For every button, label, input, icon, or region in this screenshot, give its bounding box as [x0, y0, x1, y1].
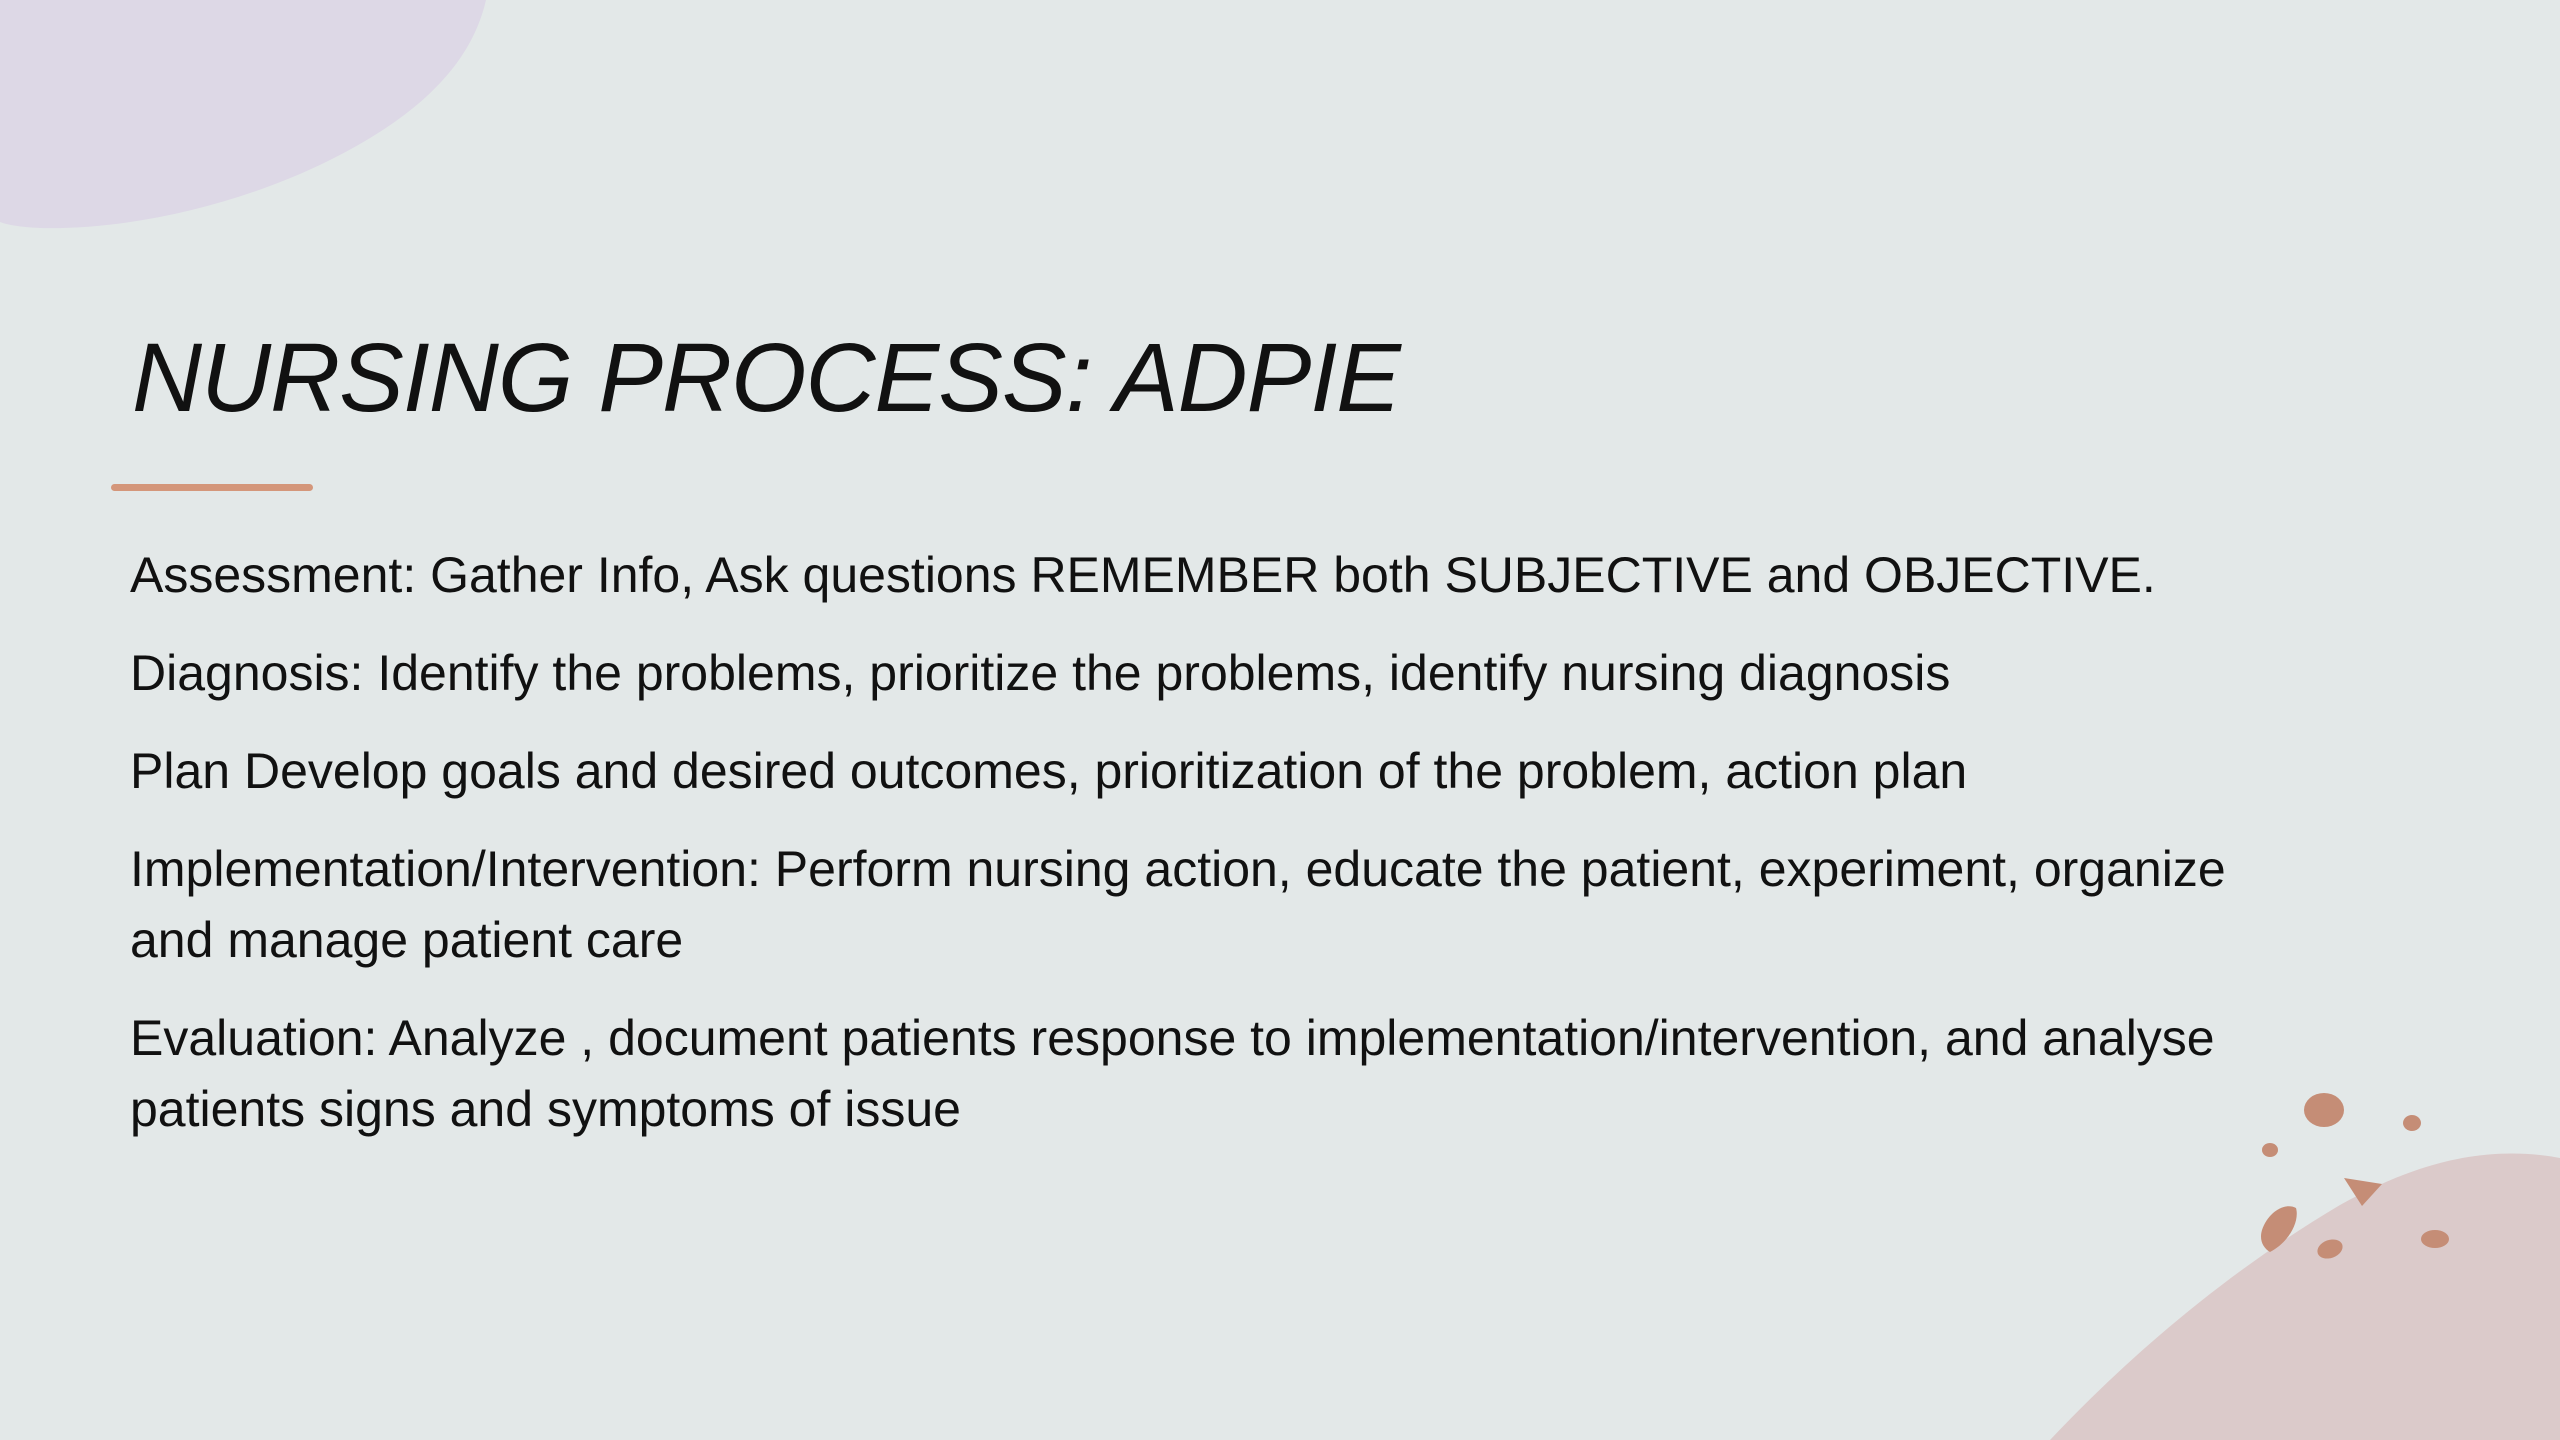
list-item-diagnosis: Diagnosis: Identify the problems, prioritize the problems, identify nursing diagnosis [130, 645, 1951, 701]
list-item-evaluation: Evaluation: Analyze , document patients response to implementation/intervention, and analyse patients signs and symptoms of issue [130, 1010, 2215, 1137]
top-left-blob-icon [0, 0, 486, 228]
slide-title: NURSING PROCESS: ADPIE [132, 323, 1400, 432]
bottom-right-blob-icon [2050, 1153, 2560, 1440]
title-underline [111, 484, 313, 491]
list-item-implementation: Implementation/Intervention: Perform nursing action, educate the patient, experiment, organize and manage patient care [130, 841, 2226, 968]
list-item-plan: Plan Develop goals and desired outcomes, prioritization of the problem, action plan [130, 743, 1968, 799]
list-item-assessment: Assessment: Gather Info, Ask questions REMEMBER both SUBJECTIVE and OBJECTIVE. [130, 547, 2156, 603]
process-list [130, 540, 2310, 1172]
